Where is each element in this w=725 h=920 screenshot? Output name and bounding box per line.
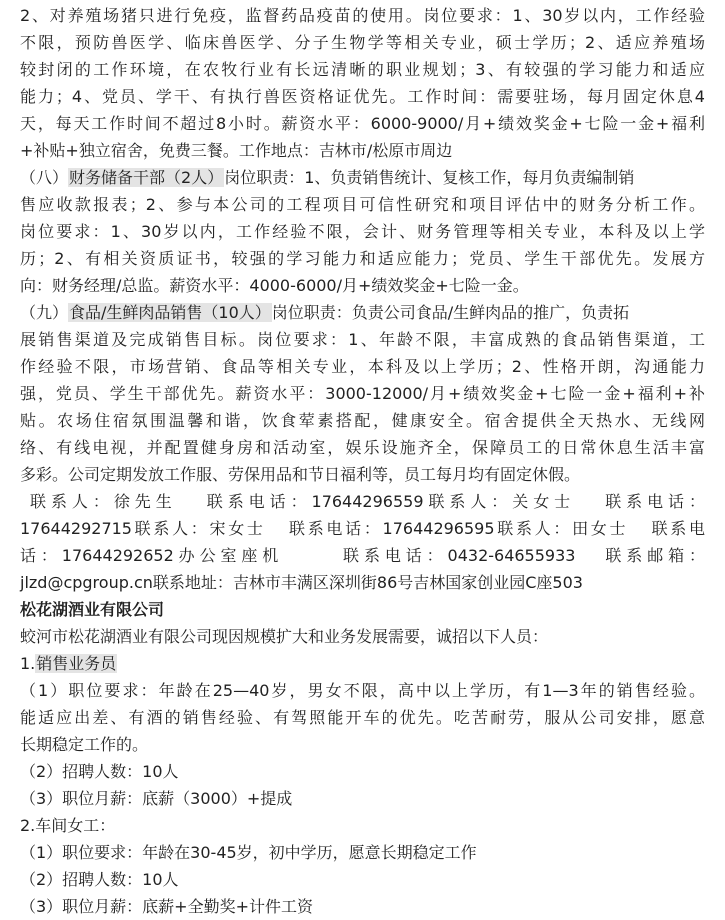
text-line: 能力；4、党员、学干、有执行兽医资格证优先。工作时间：需要驻场，每月固定休息4 bbox=[20, 87, 705, 106]
position-2-headcount: （2）招聘人数：10人 bbox=[20, 870, 179, 889]
company-intro: 蛟河市松花湖酒业有限公司现因规模扩大和业务发展需要，诚招以下人员： bbox=[20, 627, 549, 646]
text-line: 不限，预防兽医学、临床兽医学、分子生物学等相关专业，硕士学历；2、适应养殖场 bbox=[20, 33, 705, 52]
section-8-heading-line bbox=[20, 164, 634, 191]
text-line: 向：财务经理/总监。薪资水平：4000-6000/月+绩效奖金+七险一金。 bbox=[20, 276, 529, 295]
contact-line: 联系人：徐先生 联系电话：17644296559联系人：关女士 联系电话： bbox=[20, 492, 705, 511]
position-1-headcount: （2）招聘人数：10人 bbox=[20, 762, 179, 781]
section-9-prefix: （九） bbox=[20, 303, 69, 322]
text-line: 强，党员、学生干部优先。薪资水平：3000-12000/月+绩效奖金+七险一金+福利+补 bbox=[20, 384, 705, 403]
text-line: 售应收款报表；2、参与本公司的工程项目可信性研究和项目评估中的财务分析工作。 bbox=[20, 195, 705, 214]
text-line: 贴。农场住宿氛围温馨和谐，饮食荤素搭配，健康安全。宿舍提供全天热水、无线网 bbox=[20, 411, 705, 430]
section-8-title: 财务储备干部（2人） bbox=[69, 168, 224, 187]
position-1-heading bbox=[20, 650, 117, 677]
contact-line: 17644292715联系人：宋女士 联系电话：17644296595联系人：田女士 联系电 bbox=[20, 519, 705, 538]
position-1-requirement: （1）职位要求：年龄在25—40岁，男女不限，高中以上学历，有1—3年的销售经验。 bbox=[20, 681, 705, 700]
position-1-requirement: 长期稳定工作的。 bbox=[20, 735, 149, 754]
contact-address-line: jlzd@cpgroup.cn联系地址：吉林市丰满区深圳街86号吉林国家创业园C座503 bbox=[20, 573, 583, 592]
text-line: 展销售渠道及完成销售目标。岗位要求：1、年龄不限，丰富成熟的食品销售渠道，工 bbox=[20, 330, 705, 349]
contact-line: 话：17644292652办公室座机 联系电话：0432-64655933 联系邮箱： bbox=[20, 546, 705, 565]
text-line: +补贴+独立宿舍，免费三餐。工作地点：吉林市/松原市周边 bbox=[20, 141, 453, 160]
position-1-title: 销售业务员 bbox=[36, 654, 117, 673]
position-2-requirement: （1）职位要求：年龄在30-45岁，初中学历，愿意长期稳定工作 bbox=[20, 843, 477, 862]
text-line: 作经验不限，市场营销、食品等相关专业，本科及以上学历；2、性格开朗，沟通能力 bbox=[20, 357, 705, 376]
section-9-heading-line bbox=[20, 299, 629, 326]
position-1-salary: （3）职位月薪：底薪（3000）+提成 bbox=[20, 789, 293, 808]
text-line: 天，每天工作时间不超过8小时。薪资水平：6000-9000/月+绩效奖金+七险一金+福利 bbox=[20, 114, 705, 133]
position-1-requirement: 能适应出差、有酒的销售经验、有驾照能开车的优先。吃苦耐劳，服从公司安排，愿意 bbox=[20, 708, 705, 727]
text-line: 岗位要求：1、30岁以内，工作经验不限，会计、财务管理等相关专业，本科及以上学 bbox=[20, 222, 705, 241]
company-title: 松花湖酒业有限公司 bbox=[20, 600, 165, 619]
position-2-salary: （3）职位月薪：底薪+全勤奖+计件工资 bbox=[20, 897, 313, 916]
text-line: 较封闭的工作环境，在农牧行业有长远清晰的职业规划；3、有较强的学习能力和适应 bbox=[20, 60, 705, 79]
text-line: 多彩。公司定期发放工作服、劳保用品和节日福利等，员工每月均有固定休假。 bbox=[20, 465, 581, 484]
section-8-prefix: （八） bbox=[20, 168, 69, 187]
section-9-title: 食品/生鲜肉品销售（10人） bbox=[69, 303, 271, 322]
section-8-first-line: 岗位职责：1、负责销售统计、复核工作，每月负责编制销 bbox=[224, 168, 635, 187]
section-9-first-line: 岗位职责：负责公司食品/生鲜肉品的推广，负责拓 bbox=[271, 303, 630, 322]
text-line: 络、有线电视，并配置健身房和活动室，娱乐设施齐全，保障员工的日常休息生活丰富 bbox=[20, 438, 705, 457]
text-line: 2、对养殖场猪只进行免疫，监督药品疫苗的使用。岗位要求：1、30岁以内，工作经验 bbox=[20, 6, 705, 25]
position-1-number: 1. bbox=[20, 654, 36, 673]
text-line: 历；2、有相关资质证书，较强的学习能力和适应能力；党员、学生干部优先。发展方 bbox=[20, 249, 705, 268]
position-2-heading: 2.车间女工： bbox=[20, 816, 116, 835]
